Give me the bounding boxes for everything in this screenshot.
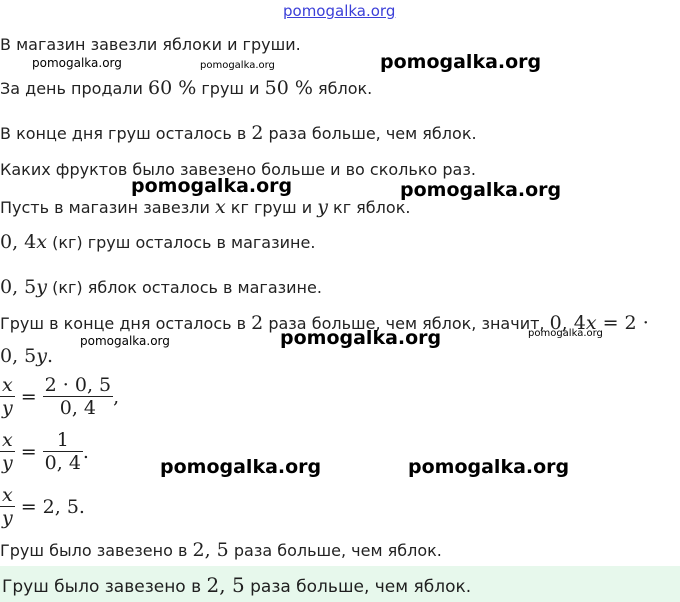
fraction-right <box>43 429 83 474</box>
equation-1 <box>0 374 119 419</box>
solution-line-3 <box>0 276 322 298</box>
math-number: 2, 5 <box>206 573 245 597</box>
solution-line-1 <box>0 196 410 218</box>
math-number: 2 <box>251 312 264 334</box>
text-span: раза больше, чем яблок. <box>228 541 442 560</box>
text-span: груш и <box>196 79 265 98</box>
solution-conclusion <box>0 539 442 561</box>
watermark-large: pomogalka.org <box>131 175 293 197</box>
text-span: раза больше, чем яблок. <box>263 124 477 143</box>
math-variable: y <box>317 196 328 218</box>
fraction-denominator: y <box>2 452 13 474</box>
math-variable: x <box>36 231 47 253</box>
answer-text <box>2 573 471 597</box>
problem-line-2 <box>0 77 372 99</box>
math-variable: x <box>585 312 597 334</box>
fraction-left <box>0 374 15 419</box>
math-variable: x <box>215 196 226 218</box>
fraction-numerator: x <box>2 429 13 451</box>
math-result: 2, 5. <box>42 495 85 518</box>
math-number: 0, 4 <box>0 231 37 253</box>
math-variable: y <box>36 345 47 367</box>
text-span: Груш в конце дня осталось в <box>0 314 252 333</box>
text-span: За день продали <box>0 79 149 98</box>
math-number: 60 <box>148 77 173 99</box>
watermark-link[interactable]: pomogalka.org <box>283 2 396 20</box>
equation-3 <box>0 484 85 529</box>
math-number: 0, 4 <box>549 312 586 334</box>
watermark-tiny: pomogalka.org <box>200 60 275 71</box>
fraction-numerator: 1 <box>56 429 69 451</box>
math-number: 50 <box>264 77 289 99</box>
text-span: раза больше, чем яблок. <box>244 577 472 597</box>
watermark-large: pomogalka.org <box>160 456 322 478</box>
fraction-denominator: y <box>2 397 13 419</box>
watermark-tiny: pomogalka.org <box>528 328 603 339</box>
watermark-large: pomogalka.org <box>280 327 442 349</box>
fraction-denominator: 0, 4 <box>44 452 81 474</box>
math-number: 0, 5 <box>0 345 37 367</box>
text-span: (кг) яблок осталось в магазине. <box>47 278 322 297</box>
solution-line-5 <box>0 345 53 367</box>
text-span: раза больше, чем яблок, значит, <box>263 314 550 333</box>
equals-sign: = <box>20 385 37 408</box>
equals-sign: = <box>20 440 37 463</box>
fraction-denominator: y <box>2 507 13 529</box>
math-number: 0, 5 <box>0 276 37 298</box>
watermark-large: pomogalka.org <box>408 456 570 478</box>
text-span: Груш было завезено в <box>2 577 207 597</box>
solution-line-2 <box>0 231 315 253</box>
fraction-denominator: 0, 4 <box>59 397 97 419</box>
math-percent: % <box>288 77 313 99</box>
problem-line-1: В магазин завезли яблоки и груши. <box>0 35 301 54</box>
math-punctuation: . <box>82 440 89 463</box>
text-span: Пусть в магазин завезли <box>0 198 215 217</box>
watermark-large: pomogalka.org <box>380 51 542 73</box>
watermark-small: pomogalka.org <box>80 334 170 348</box>
fraction-numerator: 2 · 0, 5 <box>44 374 112 396</box>
equation-2 <box>0 429 89 474</box>
text-span: Груш было завезено в <box>0 541 193 560</box>
math-punctuation: , <box>113 385 120 408</box>
text-span: кг яблок. <box>327 198 411 217</box>
math-expression: = 2 · <box>596 312 649 334</box>
math-percent: % <box>172 77 197 99</box>
fraction-right <box>43 374 113 419</box>
math-punctuation: . <box>47 345 54 367</box>
fraction-left <box>0 429 15 474</box>
text-span: В конце дня груш осталось в <box>0 124 252 143</box>
text-span: яблок. <box>312 79 373 98</box>
watermark-large: pomogalka.org <box>400 179 562 201</box>
problem-line-3 <box>0 122 477 144</box>
fraction-left <box>0 484 15 529</box>
math-variable: y <box>36 276 47 298</box>
equals-sign: = <box>20 495 37 518</box>
watermark-small: pomogalka.org <box>32 56 122 70</box>
text-span: (кг) груш осталось в магазине. <box>46 233 316 252</box>
math-number: 2, 5 <box>192 539 229 561</box>
fraction-numerator: x <box>2 484 13 506</box>
text-span: кг груш и <box>225 198 318 217</box>
fraction-numerator: x <box>2 374 13 396</box>
math-number: 2 <box>251 122 264 144</box>
problem-line-4: Каких фруктов было завезено больше и во сколько раз. <box>0 160 476 179</box>
answer-box <box>0 566 680 602</box>
